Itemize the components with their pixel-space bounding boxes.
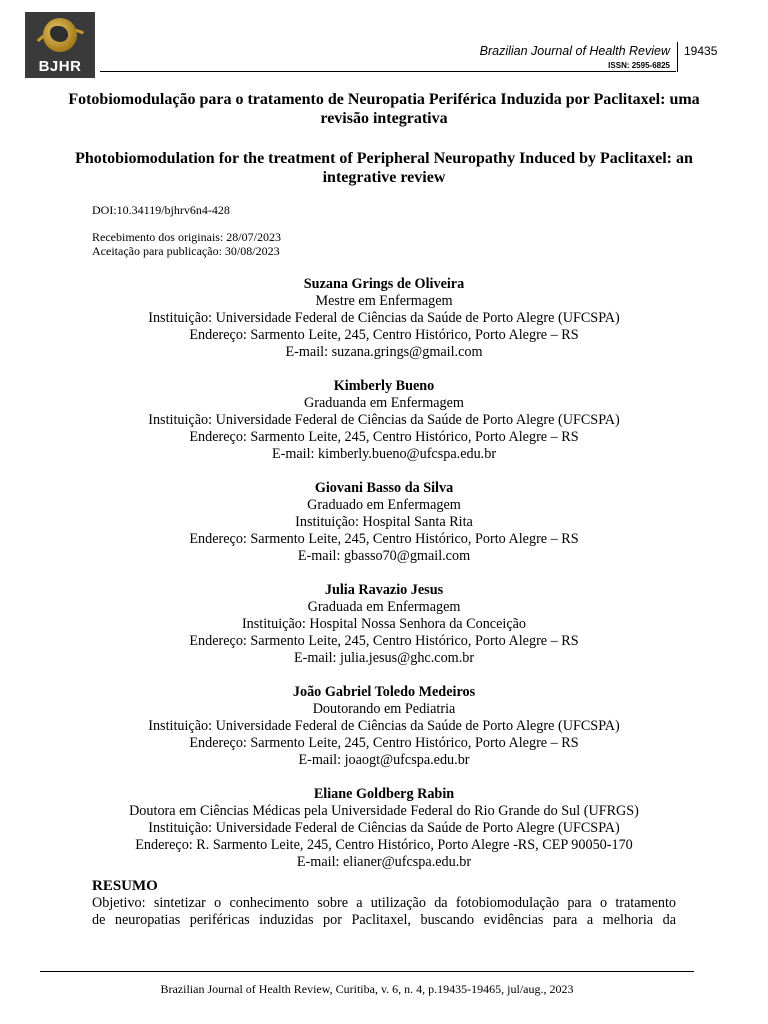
author-email[interactable]: E-mail: joaogt@ufcspa.edu.br [298, 752, 470, 768]
author-degree: Graduanda em Enfermagem [304, 395, 464, 411]
author-institution: Instituição: Universidade Federal de Ciências da Saúde de Porto Alegre (UFCSPA) [148, 310, 620, 326]
author-degree: Graduada em Enfermagem [307, 599, 461, 615]
author-email[interactable]: E-mail: kimberly.bueno@ufcspa.edu.br [271, 446, 497, 462]
author-institution: Instituição: Hospital Santa Rita [295, 514, 473, 530]
abstract-section [92, 878, 676, 929]
author-email[interactable]: E-mail: suzana.grings@gmail.com [285, 344, 483, 360]
title-english: Photobiomodulation for the treatment of Peripheral Neuropathy Induced by Paclitaxel: an integrative review [75, 150, 693, 186]
author-name: Kimberly Bueno [333, 378, 435, 394]
author-address: Endereço: Sarmento Leite, 245, Centro Histórico, Porto Alegre – RS [189, 735, 579, 751]
logo-text: BJHR [38, 58, 82, 75]
header-divider [100, 71, 676, 72]
author-block [60, 582, 708, 667]
author-institution: Instituição: Universidade Federal de Ciências da Saúde de Porto Alegre (UFCSPA) [148, 718, 620, 734]
journal-title: Brazilian Journal of Health Review [479, 44, 670, 58]
abstract-heading: RESUMO [92, 878, 158, 894]
author-name: João Gabriel Toledo Medeiros [292, 684, 476, 700]
author-address: Endereço: R. Sarmento Leite, 245, Centro Histórico, Porto Alegre -RS, CEP 90050-170 [135, 837, 633, 853]
article-titles [60, 90, 708, 187]
author-list [60, 276, 708, 888]
title-portuguese: Fotobiomodulação para o tratamento de Neuropatia Periférica Induzida por Paclitaxel: uma revisão integrativa [68, 91, 700, 127]
doi[interactable]: DOI:10.34119/bjhrv6n4-428 [92, 203, 230, 217]
author-address: Endereço: Sarmento Leite, 245, Centro Histórico, Porto Alegre – RS [189, 633, 579, 649]
accepted-date: Aceitação para publicação: 30/08/2023 [92, 244, 280, 258]
author-block [60, 480, 708, 565]
author-address: Endereço: Sarmento Leite, 245, Centro Histórico, Porto Alegre – RS [189, 429, 579, 445]
received-date: Recebimento dos originais: 28/07/2023 [92, 230, 281, 244]
author-name: Eliane Goldberg Rabin [313, 786, 455, 802]
page-number: 19435 [684, 44, 718, 58]
author-block [60, 378, 708, 463]
journal-logo [25, 12, 95, 78]
author-degree: Doutorando em Pediatria [312, 701, 456, 717]
globe-icon [43, 18, 77, 52]
issn: ISSN: 2595-6825 [608, 61, 670, 70]
author-name: Suzana Grings de Oliveira [303, 276, 465, 292]
author-email[interactable]: E-mail: elianer@ufcspa.edu.br [296, 854, 472, 870]
author-institution: Instituição: Universidade Federal de Ciências da Saúde de Porto Alegre (UFCSPA) [148, 412, 620, 428]
abstract-line: Objetivo: sintetizar o conhecimento sobre a utilização da fotobiomodulação para o tratamento [92, 895, 676, 911]
author-name: Julia Ravazio Jesus [324, 582, 444, 598]
author-block [60, 276, 708, 361]
author-address: Endereço: Sarmento Leite, 245, Centro Histórico, Porto Alegre – RS [189, 531, 579, 547]
author-name: Giovani Basso da Silva [314, 480, 454, 496]
author-block [60, 684, 708, 769]
footer-citation: Brazilian Journal of Health Review, Curitiba, v. 6, n. 4, p.19435-19465, jul/aug., 2023 [160, 982, 574, 996]
footer-divider [40, 971, 694, 972]
submission-dates [92, 230, 281, 258]
author-degree: Graduado em Enfermagem [307, 497, 461, 513]
author-address: Endereço: Sarmento Leite, 245, Centro Histórico, Porto Alegre – RS [189, 327, 579, 343]
abstract-line: de neuropatias periféricas induzidas por Paclitaxel, buscando evidências para a melhoria da [92, 912, 676, 928]
author-email[interactable]: E-mail: gbasso70@gmail.com [297, 548, 471, 564]
author-degree: Doutora em Ciências Médicas pela Universidade Federal do Rio Grande do Sul (UFRGS) [129, 803, 639, 819]
author-degree: Mestre em Enfermagem [315, 293, 453, 309]
author-email[interactable]: E-mail: julia.jesus@ghc.com.br [293, 650, 475, 666]
author-institution: Instituição: Universidade Federal de Ciências da Saúde de Porto Alegre (UFCSPA) [148, 820, 620, 836]
author-block [60, 786, 708, 871]
header-vertical-divider [677, 42, 678, 72]
author-institution: Instituição: Hospital Nossa Senhora da Conceição [241, 616, 527, 632]
